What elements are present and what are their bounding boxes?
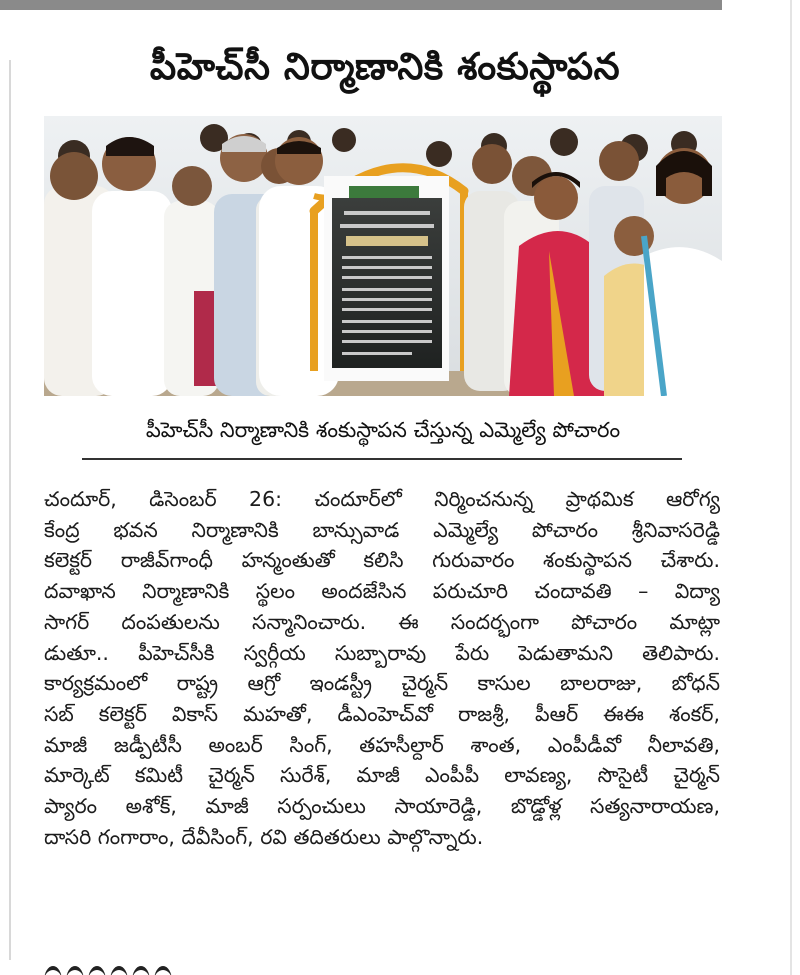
body-line: కలెక్టర్ రాజీవ్‌గాంధీ హన్మంతుతో కలిసి గురువారం శంకుస్థాపన చేశారు. [44, 548, 720, 573]
body-line: దవాఖాన నిర్మాణానికి స్థలం అందజేసిన పరుచూరి చందావతి – విద్యా [44, 579, 720, 604]
article-headline: పీహెచ్‌సీ నిర్మాణానికి శంకుస్థాపన [149, 45, 621, 88]
body-line: ప్యారం అశోక్, మాజీ సర్పంచులు సాయారెడ్డి, బొడ్డోళ్ల సత్యనారాయణ, [44, 794, 720, 819]
body-line: చందూర్, డిసెంబర్ 26: చందూర్‌లో నిర్మించనున్న ప్రాథమిక ఆరోగ్య [44, 487, 720, 511]
body-line: సాగర్ దంపతులను సన్మానించారు. ఈ సందర్భంగా పోచారం మాట్లా [44, 609, 720, 634]
body-line: సబ్ కలెక్టర్ వికాస్ మహతో, డీఎంహెచ్‌వో రాజశ్రీ, పీఆర్ ఈఈ శంకర్, [44, 701, 720, 726]
photo-caption: పీహెచ్‌సీ నిర్మాణానికి శంకుస్థాపన చేస్తున్న ఎమ్మెల్యే పోచారం [145, 418, 621, 442]
body-line: మాజీ జడ్పీటీసీ అంబర్ సింగ్, తహసీల్దార్ శాంత, ఎంపీడీవో నీలావతి, [44, 732, 720, 757]
left-column-rule [9, 60, 11, 960]
body-line: డుతూ.. పీహెచ్‌సీకి స్వర్గీయ సుబ్బారావు పేరు పెడుతామని తెలిపారు. [44, 640, 720, 665]
right-column-rule [790, 0, 792, 975]
top-border-bar [0, 0, 722, 10]
body-line: కార్యక్రమంలో రాష్ట్ర ఆగ్రో ఇండస్ట్రీ చైర్మన్ కాసుల బాలరాజు, బోధన్ [44, 671, 720, 696]
body-line: కేంద్ర భవన నిర్మాణానికి బాన్సువాడ ఎమ్మెల్యే పోచారం శ్రీనివాసరెడ్డి [44, 517, 720, 542]
caption-underline [82, 458, 682, 460]
article-body [44, 484, 720, 852]
next-article-cutoff [44, 962, 644, 975]
news-photo [44, 116, 722, 396]
body-line: దాసరి గంగారాం, దేవీసింగ్, రవి తదితరులు పాల్గొన్నారు. [44, 824, 484, 849]
body-line: మార్కెట్ కమిటీ చైర్మన్ సురేశ్, మాజీ ఎంపీపీ లావణ్య, సొసైటీ చైర్మన్ [44, 763, 720, 788]
